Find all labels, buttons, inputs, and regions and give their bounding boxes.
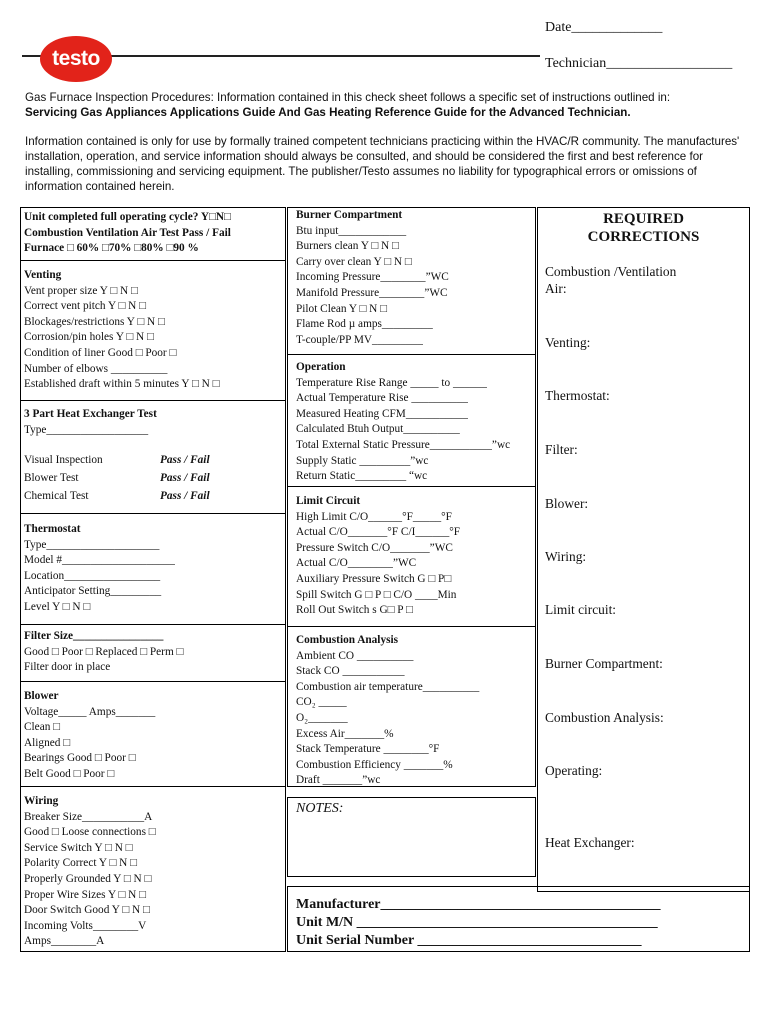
venting-item[interactable]: Correct vent pitch Y □ N □ [24,300,146,313]
corrections-title-line2: CORRECTIONS [587,229,700,245]
wiring-title: Wiring [24,795,59,807]
thermostat-item[interactable]: Model #____________________ [24,554,175,567]
correction-item[interactable]: Blower: [545,496,589,511]
thermostat-section [24,522,175,616]
operation-item[interactable]: Measured Heating CFM___________ [296,407,468,420]
pass-fail[interactable]: Pass / Fail [160,490,210,503]
heat-exchanger-row [24,451,210,469]
burner-section [296,208,449,348]
heat-exchanger-row [24,469,210,487]
thermostat-title: Thermostat [24,523,81,535]
operation-item[interactable]: Return Static_________ “wc [296,470,428,483]
correction-item[interactable]: Wiring: [545,549,587,564]
burner-item[interactable]: Manifold Pressure________”WC [296,286,448,299]
notes-title: NOTES: [296,801,344,816]
venting-item[interactable]: Corrosion/pin holes Y □ N □ [24,331,154,344]
test-label: Blower Test [24,472,79,485]
operation-item[interactable]: Total External Static Pressure___________”wc [296,438,511,451]
testo-logo [40,36,112,82]
venting-section [24,268,219,393]
burner-item[interactable]: Incoming Pressure________”WC [296,271,449,284]
combustion-item[interactable]: O₂_______ [296,711,348,724]
divider [21,681,285,682]
combustion-title: Combustion Analysis [296,634,399,646]
divider [21,786,285,787]
serial-number-field[interactable]: Unit Serial Number ________________________________ [296,933,642,948]
corrections-title-line1: REQUIRED [603,211,684,227]
divider [21,624,285,625]
limit-item[interactable]: Spill Switch G □ P □ C/O ____Min [296,588,457,601]
blower-section [24,689,155,783]
wiring-item[interactable]: Good □ Loose connections □ [24,826,156,839]
pass-fail[interactable]: Pass / Fail [160,472,210,485]
combustion-item[interactable]: Stack Temperature ________°F [296,743,440,756]
left-column [20,207,286,952]
filter-item[interactable]: Filter door in place [24,661,111,674]
limit-section [296,494,460,619]
correction-item[interactable]: Air: [545,281,567,296]
correction-item[interactable]: Thermostat: [545,388,610,403]
venting-item[interactable]: Blockages/restrictions Y □ N □ [24,315,165,328]
divider [21,513,285,514]
unit-cycle[interactable]: Unit completed full operating cycle? Y□N□ [24,211,231,223]
date-field[interactable]: Date_____________ [545,20,663,35]
correction-item[interactable]: Burner Compartment: [545,656,663,671]
technician-field[interactable]: Technician__________________ [545,56,733,71]
notes-box[interactable] [287,797,536,877]
wiring-item[interactable]: Incoming Volts________V [24,919,147,932]
limit-item[interactable]: Actual C/O_______°F C/I______°F [296,526,461,539]
burner-item[interactable]: Flame Rod µ amps_________ [296,318,433,331]
wiring-item[interactable]: Door Switch Good Y □ N □ [24,904,150,917]
limit-item[interactable]: Pressure Switch C/O_______”WC [296,541,453,554]
correction-item[interactable]: Combustion Analysis: [545,710,664,725]
burner-item[interactable]: Pilot Clean Y □ N □ [296,302,387,315]
combustion-item[interactable]: Combustion Efficiency _______% [296,758,453,771]
combustion-air-test[interactable]: Combustion Ventilation Air Test Pass / Fail [24,226,231,239]
operation-item[interactable]: Actual Temperature Rise __________ [296,392,468,405]
test-label: Visual Inspection [24,454,103,467]
manufacturer-box [287,886,750,952]
venting-item[interactable]: Number of elbows __________ [24,362,168,375]
unit-section [24,210,231,257]
burner-item[interactable]: Btu input____________ [296,224,407,237]
heat-exchanger-type[interactable]: Type__________________ [24,423,149,436]
venting-item[interactable]: Condition of liner Good □ Poor □ [24,346,177,359]
wiring-item[interactable]: Polarity Correct Y □ N □ [24,857,137,870]
correction-item[interactable]: Combustion /Ventilation [545,264,677,279]
thermostat-item[interactable]: Level Y □ N □ [24,600,91,613]
blower-title: Blower [24,690,59,702]
operation-title: Operation [296,361,346,373]
venting-title: Venting [24,269,62,281]
limit-title: Limit Circuit [296,495,361,507]
combustion-item[interactable]: Combustion air temperature__________ [296,680,480,693]
filter-item[interactable]: Good □ Poor □ Replaced □ Perm □ [24,645,184,658]
venting-item[interactable]: Established draft within 5 minutes Y □ N □ [24,378,220,391]
filter-section [24,629,183,676]
thermostat-item[interactable]: Type____________________ [24,538,160,551]
pass-fail[interactable]: Pass / Fail [160,454,210,467]
blower-item[interactable]: Bearings Good □ Poor □ [24,752,136,765]
correction-item[interactable]: Heat Exchanger: [545,835,635,850]
combustion-section [296,633,479,789]
logo-text: testo [52,47,100,70]
correction-item[interactable]: Filter: [545,442,578,457]
intro-text: Gas Furnace Inspection Procedures: Information contained in this check sheet follows a specific set of instructions outlined in: [25,91,671,104]
combustion-item[interactable]: Draft _______”wc [296,774,381,787]
heat-exchanger-title: 3 Part Heat Exchanger Test [24,408,157,420]
divider [288,354,535,355]
correction-item[interactable]: Limit circuit: [545,602,617,617]
burner-item[interactable]: Burners clean Y □ N □ [296,240,399,253]
header-rule-right [110,55,540,57]
combustion-item[interactable]: Ambient CO __________ [296,649,414,662]
wiring-item[interactable]: Properly Grounded Y □ N □ [24,872,152,885]
burner-item[interactable]: Carry over clean Y □ N □ [296,255,412,268]
corrections-column [537,207,750,892]
operation-item[interactable]: Supply Static _________”wc [296,454,429,467]
test-label: Chemical Test [24,490,89,503]
burner-item[interactable]: T-couple/PP MV_________ [296,333,423,346]
wiring-item[interactable]: Breaker Size___________A [24,810,153,823]
burner-title: Burner Compartment [296,209,403,221]
limit-item[interactable]: High Limit C/O______°F_____°F [296,510,452,523]
blower-item[interactable]: Belt Good □ Poor □ [24,767,115,780]
corrections-heading [538,210,749,246]
combustion-item[interactable]: Stack CO ___________ [296,665,405,678]
limit-item[interactable]: Auxiliary Pressure Switch G □ P□ [296,572,452,585]
heat-exchanger-section [24,407,210,505]
blower-item[interactable]: Aligned □ [24,736,71,749]
intro-guide-title: Servicing Gas Appliances Applications Guide And Gas Heating Reference Guide for the Advanced Technician. [25,106,631,119]
operation-section [296,360,510,485]
blower-item[interactable]: Voltage_____ Amps_______ [24,705,156,718]
manufacturer-field[interactable]: Manufacturer________________________________________ [296,897,661,912]
divider [288,486,535,487]
operation-item[interactable]: Temperature Rise Range _____ to ______ [296,376,487,389]
operation-item[interactable]: Calculated Btuh Output__________ [296,423,460,436]
blower-item[interactable]: Clean □ [24,721,60,734]
wiring-item[interactable]: Amps________A [24,935,105,948]
wiring-item[interactable]: Proper Wire Sizes Y □ N □ [24,888,146,901]
thermostat-item[interactable]: Anticipator Setting_________ [24,585,162,598]
limit-item[interactable]: Actual C/O________”WC [296,557,417,570]
unit-mn-field[interactable]: Unit M/N ___________________________________________ [296,915,658,930]
thermostat-item[interactable]: Location_________________ [24,569,161,582]
venting-item[interactable]: Vent proper size Y □ N □ [24,284,138,297]
disclaimer-text: Information contained is only for use by formally trained competent technicians practicing within the HVAC/R community. The manufactures' installation, operation, and service information should always be consulted, and should be considered the first and best reference for installing, commissioning and servicing equipment. The publisher/Testo assumes no liability for typographical errors or omissions of information contained herein. [25,135,740,193]
combustion-item[interactable]: CO₂ _____ [296,696,347,709]
divider [21,260,285,261]
combustion-item[interactable]: Excess Air_______% [296,727,394,740]
wiring-section [24,794,156,950]
limit-item[interactable]: Roll Out Switch s G□ P □ [296,604,413,617]
correction-item[interactable]: Operating: [545,763,603,778]
divider [288,626,535,627]
middle-column [287,207,536,787]
furnace-efficiency[interactable]: Furnace □ 60% □70% □80% □90 % [24,242,199,255]
divider [21,400,285,401]
heat-exchanger-row [24,487,210,505]
header-rule-left [22,55,42,57]
wiring-item[interactable]: Service Switch Y □ N □ [24,841,133,854]
correction-item[interactable]: Venting: [545,335,591,350]
filter-title[interactable]: Filter Size________________ [24,630,164,642]
